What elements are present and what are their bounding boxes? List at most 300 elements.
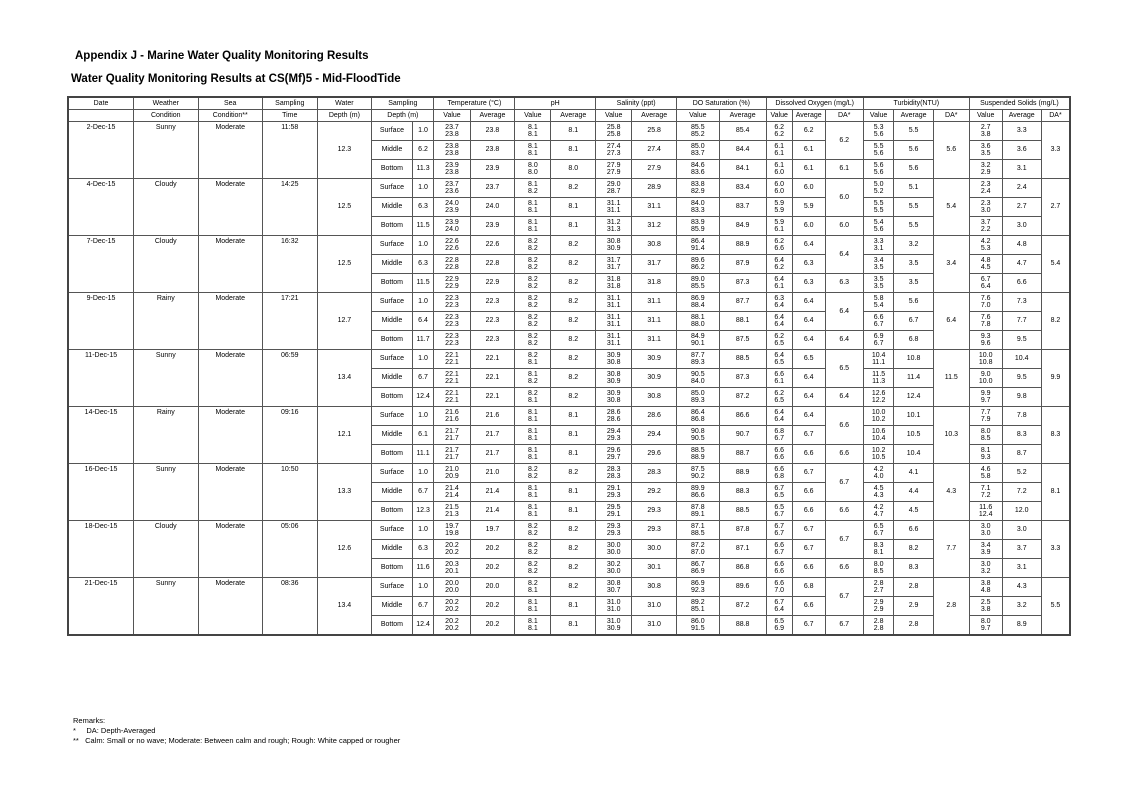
reading-value: 6.5 bbox=[774, 503, 785, 511]
temperature-average: 24.0 bbox=[470, 198, 515, 217]
table-row bbox=[68, 350, 1070, 369]
sampling-level-cell: Bottom bbox=[372, 274, 412, 293]
reading-value: 85.5 bbox=[691, 123, 705, 131]
reading-value: 6.6 bbox=[774, 568, 785, 575]
sampling-time-cell: 11:58 bbox=[262, 122, 317, 179]
suspended-solids-average: 6.6 bbox=[1002, 274, 1041, 293]
reading-value: 22.3 bbox=[445, 321, 459, 328]
reading-value: 8.2 bbox=[527, 313, 538, 321]
reading-value: 5.4 bbox=[873, 302, 884, 309]
suspended-solids-average: 3.1 bbox=[1002, 559, 1041, 578]
dissolved-oxygen-values bbox=[766, 464, 792, 483]
reading-value: 29.5 bbox=[606, 503, 621, 511]
ph-average: 8.2 bbox=[551, 350, 596, 369]
reading-value: 8.1 bbox=[527, 454, 538, 461]
reading-value: 8.2 bbox=[527, 188, 538, 195]
dissolved-oxygen-values bbox=[766, 540, 792, 559]
temperature-values bbox=[434, 217, 470, 236]
water-depth-cell: 12.5 bbox=[317, 179, 372, 236]
reading-value: 8.2 bbox=[527, 473, 538, 480]
do-saturation-average: 88.8 bbox=[719, 616, 766, 636]
reading-value: 31.1 bbox=[606, 340, 621, 347]
reading-value: 10.4 bbox=[871, 351, 886, 359]
reading-value: 6.4 bbox=[774, 408, 785, 416]
dissolved-oxygen-values bbox=[766, 274, 792, 293]
temperature-average: 19.7 bbox=[470, 521, 515, 540]
col-sampling-depth: Sampling bbox=[372, 97, 434, 110]
temperature-average: 23.8 bbox=[470, 141, 515, 160]
subcol-average: Average bbox=[894, 110, 933, 122]
suspended-solids-average: 3.7 bbox=[1002, 540, 1041, 559]
subcol-value: Value bbox=[434, 110, 470, 122]
turbidity-values bbox=[863, 502, 894, 521]
sampling-depth-cell: 1.0 bbox=[412, 179, 434, 198]
reading-value: 31.1 bbox=[606, 207, 621, 214]
sampling-level-cell: Surface bbox=[372, 464, 412, 483]
do-saturation-values bbox=[677, 426, 720, 445]
salinity-values bbox=[596, 179, 632, 198]
dissolved-oxygen-values bbox=[766, 160, 792, 179]
suspended-solids-values bbox=[969, 293, 1002, 312]
col-do-saturation: DO Saturation (%) bbox=[677, 97, 767, 110]
ph-values bbox=[515, 597, 551, 616]
reading-value: 6.5 bbox=[774, 359, 785, 366]
reading-value: 24.0 bbox=[445, 226, 459, 233]
reading-value: 8.2 bbox=[527, 465, 538, 473]
dissolved-oxygen-values bbox=[766, 597, 792, 616]
turbidity-values bbox=[863, 141, 894, 160]
reading-value: 23.6 bbox=[445, 188, 459, 195]
reading-value: 22.1 bbox=[445, 370, 459, 378]
reading-value: 6.6 bbox=[774, 579, 785, 587]
water-depth-cell: 12.1 bbox=[317, 407, 372, 464]
do-saturation-values bbox=[677, 540, 720, 559]
suspended-solids-average: 3.6 bbox=[1002, 141, 1041, 160]
reading-value: 10.5 bbox=[871, 454, 886, 461]
temperature-values bbox=[434, 331, 470, 350]
date-cell: 14-Dec-15 bbox=[68, 407, 134, 464]
turbidity-values bbox=[863, 540, 894, 559]
salinity-average: 30.9 bbox=[632, 350, 677, 369]
reading-value: 29.7 bbox=[606, 454, 621, 461]
reading-value: 6.3 bbox=[774, 294, 785, 302]
do-saturation-average: 90.7 bbox=[719, 426, 766, 445]
turbidity-da: 7.7 bbox=[933, 521, 969, 578]
do-saturation-average: 89.6 bbox=[719, 578, 766, 597]
do-saturation-values bbox=[677, 521, 720, 540]
reading-value: 2.8 bbox=[873, 625, 884, 632]
reading-value: 8.3 bbox=[873, 541, 884, 549]
reading-value: 8.1 bbox=[527, 446, 538, 454]
reading-value: 6.6 bbox=[774, 465, 785, 473]
sampling-depth-cell: 12.4 bbox=[412, 616, 434, 636]
reading-value: 3.5 bbox=[873, 264, 884, 271]
reading-value: 31.8 bbox=[606, 283, 621, 290]
turbidity-da: 3.4 bbox=[933, 236, 969, 293]
do-saturation-average: 88.3 bbox=[719, 483, 766, 502]
sampling-level-cell: Bottom bbox=[372, 559, 412, 578]
reading-value: 89.6 bbox=[691, 256, 705, 264]
sampling-level-cell: Surface bbox=[372, 521, 412, 540]
dissolved-oxygen-average: 6.7 bbox=[792, 540, 825, 559]
ph-values bbox=[515, 350, 551, 369]
reading-value: 83.3 bbox=[691, 207, 705, 214]
reading-value: 20.2 bbox=[445, 625, 459, 632]
salinity-average: 31.1 bbox=[632, 331, 677, 350]
reading-value: 8.2 bbox=[527, 256, 538, 264]
reading-value: 8.0 bbox=[873, 560, 884, 568]
reading-value: 2.7 bbox=[980, 123, 991, 131]
subcol-average: Average bbox=[470, 110, 515, 122]
reading-value: 8.2 bbox=[527, 568, 538, 575]
reading-value: 90.1 bbox=[691, 340, 705, 347]
reading-value: 31.8 bbox=[606, 275, 621, 283]
reading-value: 8.2 bbox=[527, 560, 538, 568]
reading-value: 21.5 bbox=[445, 503, 459, 511]
reading-value: 5.3 bbox=[980, 245, 991, 252]
dissolved-oxygen-average: 6.3 bbox=[792, 274, 825, 293]
do-saturation-average: 88.7 bbox=[719, 445, 766, 464]
turbidity-average: 8.2 bbox=[894, 540, 933, 559]
do-saturation-values bbox=[677, 312, 720, 331]
reading-value: 6.2 bbox=[774, 389, 785, 397]
col-temperature: Temperature (°C) bbox=[434, 97, 515, 110]
reading-value: 20.0 bbox=[445, 579, 459, 587]
reading-value: 90.8 bbox=[691, 427, 705, 435]
reading-value: 31.1 bbox=[606, 313, 621, 321]
reading-value: 6.6 bbox=[873, 313, 884, 321]
temperature-values bbox=[434, 540, 470, 559]
turbidity-average: 4.4 bbox=[894, 483, 933, 502]
reading-value: 24.0 bbox=[445, 199, 459, 207]
temperature-values bbox=[434, 464, 470, 483]
dissolved-oxygen-average: 6.7 bbox=[792, 426, 825, 445]
reading-value: 3.2 bbox=[980, 161, 991, 169]
reading-value: 3.5 bbox=[873, 283, 884, 290]
suspended-solids-average: 3.3 bbox=[1002, 122, 1041, 141]
ph-average: 8.1 bbox=[551, 616, 596, 636]
suspended-solids-values bbox=[969, 236, 1002, 255]
reading-value: 22.1 bbox=[445, 397, 459, 404]
sampling-level-cell: Bottom bbox=[372, 616, 412, 636]
sampling-time-cell: 17:21 bbox=[262, 293, 317, 350]
reading-value: 8.2 bbox=[527, 332, 538, 340]
reading-value: 2.7 bbox=[873, 587, 884, 594]
do-saturation-average: 84.9 bbox=[719, 217, 766, 236]
reading-value: 31.1 bbox=[606, 294, 621, 302]
suspended-solids-values bbox=[969, 255, 1002, 274]
col-ph: pH bbox=[515, 97, 596, 110]
suspended-solids-average: 8.3 bbox=[1002, 426, 1041, 445]
reading-value: 21.7 bbox=[445, 435, 459, 442]
temperature-values bbox=[434, 388, 470, 407]
salinity-values bbox=[596, 236, 632, 255]
turbidity-average: 5.6 bbox=[894, 160, 933, 179]
reading-value: 8.1 bbox=[527, 123, 538, 131]
sampling-depth-cell: 1.0 bbox=[412, 293, 434, 312]
dissolved-oxygen-average: 6.4 bbox=[792, 236, 825, 255]
reading-value: 7.2 bbox=[980, 492, 991, 499]
temperature-values bbox=[434, 350, 470, 369]
reading-value: 22.1 bbox=[445, 359, 459, 366]
turbidity-values bbox=[863, 616, 894, 636]
reading-value: 8.2 bbox=[527, 351, 538, 359]
suspended-solids-values bbox=[969, 141, 1002, 160]
remarks-heading: Remarks: bbox=[73, 716, 106, 725]
do-saturation-values bbox=[677, 293, 720, 312]
turbidity-values bbox=[863, 255, 894, 274]
temperature-values bbox=[434, 293, 470, 312]
turbidity-average: 5.5 bbox=[894, 122, 933, 141]
dissolved-oxygen-values bbox=[766, 616, 792, 636]
reading-value: 6.1 bbox=[774, 142, 785, 150]
reading-value: 86.7 bbox=[691, 560, 705, 568]
reading-value: 6.6 bbox=[774, 454, 785, 461]
reading-value: 3.8 bbox=[980, 606, 991, 613]
col-suspended-solids: Suspended Solids (mg/L) bbox=[969, 97, 1070, 110]
weather-cell: Sunny bbox=[134, 578, 198, 636]
subcol-sampling-depth: Depth (m) bbox=[372, 110, 434, 122]
suspended-solids-average: 12.0 bbox=[1002, 502, 1041, 521]
dissolved-oxygen-average: 6.6 bbox=[792, 597, 825, 616]
reading-value: 8.1 bbox=[527, 625, 538, 632]
reading-value: 8.0 bbox=[980, 427, 991, 435]
reading-value: 27.9 bbox=[606, 169, 621, 176]
reading-value: 30.8 bbox=[606, 370, 621, 378]
sampling-level-cell: Middle bbox=[372, 141, 412, 160]
reading-value: 6.7 bbox=[873, 530, 884, 537]
reading-value: 11.1 bbox=[872, 359, 886, 366]
turbidity-average: 6.7 bbox=[894, 312, 933, 331]
reading-value: 30.9 bbox=[606, 245, 621, 252]
suspended-solids-average: 7.7 bbox=[1002, 312, 1041, 331]
ph-average: 8.1 bbox=[551, 198, 596, 217]
do-saturation-values bbox=[677, 407, 720, 426]
sampling-depth-cell: 6.3 bbox=[412, 198, 434, 217]
ph-values bbox=[515, 369, 551, 388]
temperature-average: 22.9 bbox=[470, 274, 515, 293]
reading-value: 4.2 bbox=[873, 503, 884, 511]
reading-value: 12.6 bbox=[871, 389, 886, 397]
turbidity-average: 3.5 bbox=[894, 274, 933, 293]
sampling-level-cell: Middle bbox=[372, 312, 412, 331]
subcol-blank bbox=[68, 110, 134, 122]
dissolved-oxygen-da: 6.5 bbox=[825, 350, 863, 388]
reading-value: 29.1 bbox=[606, 484, 621, 492]
dissolved-oxygen-values bbox=[766, 141, 792, 160]
reading-value: 3.6 bbox=[980, 142, 991, 150]
suspended-solids-average: 10.4 bbox=[1002, 350, 1041, 369]
reading-value: 3.2 bbox=[980, 568, 991, 575]
weather-cell: Sunny bbox=[134, 122, 198, 179]
sampling-level-cell: Surface bbox=[372, 407, 412, 426]
reading-value: 30.2 bbox=[606, 560, 621, 568]
turbidity-values bbox=[863, 331, 894, 350]
reading-value: 84.9 bbox=[691, 332, 705, 340]
water-depth-cell: 12.3 bbox=[317, 122, 372, 179]
ph-average: 8.2 bbox=[551, 369, 596, 388]
subcol-average: Average bbox=[1002, 110, 1041, 122]
reading-value: 8.2 bbox=[527, 522, 538, 530]
suspended-solids-da: 8.2 bbox=[1041, 293, 1070, 350]
reading-value: 3.3 bbox=[873, 237, 884, 245]
ph-average: 8.2 bbox=[551, 312, 596, 331]
ph-values bbox=[515, 502, 551, 521]
turbidity-values bbox=[863, 407, 894, 426]
reading-value: 10.2 bbox=[871, 416, 886, 423]
temperature-average: 22.3 bbox=[470, 312, 515, 331]
salinity-average: 30.0 bbox=[632, 540, 677, 559]
dissolved-oxygen-bottom-da: 6.4 bbox=[825, 388, 863, 407]
reading-value: 8.2 bbox=[527, 378, 538, 385]
reading-value: 4.8 bbox=[980, 256, 991, 264]
table-body bbox=[68, 122, 1070, 636]
reading-value: 6.2 bbox=[774, 332, 785, 340]
sampling-depth-cell: 11.7 bbox=[412, 331, 434, 350]
dissolved-oxygen-average: 6.8 bbox=[792, 578, 825, 597]
reading-value: 6.6 bbox=[774, 370, 785, 378]
reading-value: 8.1 bbox=[527, 484, 538, 492]
subcol-average: Average bbox=[792, 110, 825, 122]
reading-value: 84.0 bbox=[691, 199, 705, 207]
temperature-values bbox=[434, 407, 470, 426]
subcol-value: Value bbox=[596, 110, 632, 122]
turbidity-average: 3.5 bbox=[894, 255, 933, 274]
reading-value: 27.3 bbox=[606, 150, 621, 157]
suspended-solids-average: 5.2 bbox=[1002, 464, 1041, 483]
remarks-line-da: * DA: Depth-Averaged bbox=[73, 726, 156, 735]
ph-values bbox=[515, 255, 551, 274]
subcol-condition: Condition bbox=[134, 110, 198, 122]
temperature-average: 20.0 bbox=[470, 578, 515, 597]
suspended-solids-values bbox=[969, 369, 1002, 388]
reading-value: 86.9 bbox=[691, 294, 705, 302]
reading-value: 8.5 bbox=[980, 435, 991, 442]
reading-value: 21.7 bbox=[445, 454, 459, 461]
reading-value: 7.7 bbox=[980, 408, 991, 416]
dissolved-oxygen-bottom-da: 6.6 bbox=[825, 502, 863, 521]
table-title: Water Quality Monitoring Results at CS(Mf)5 - Mid-FloodTide bbox=[71, 73, 401, 85]
reading-value: 29.3 bbox=[606, 522, 621, 530]
reading-value: 20.2 bbox=[445, 606, 459, 613]
reading-value: 6.6 bbox=[774, 560, 785, 568]
ph-average: 8.1 bbox=[551, 597, 596, 616]
temperature-average: 23.9 bbox=[470, 160, 515, 179]
salinity-average: 27.9 bbox=[632, 160, 677, 179]
turbidity-values bbox=[863, 426, 894, 445]
reading-value: 31.0 bbox=[606, 598, 621, 606]
do-saturation-values bbox=[677, 217, 720, 236]
reading-value: 83.6 bbox=[691, 169, 705, 176]
ph-values bbox=[515, 388, 551, 407]
water-depth-cell: 12.7 bbox=[317, 293, 372, 350]
turbidity-values bbox=[863, 293, 894, 312]
reading-value: 5.0 bbox=[873, 180, 884, 188]
reading-value: 6.4 bbox=[774, 256, 785, 264]
reading-value: 4.6 bbox=[980, 465, 991, 473]
reading-value: 22.3 bbox=[445, 332, 459, 340]
reading-value: 6.5 bbox=[774, 397, 785, 404]
temperature-values bbox=[434, 502, 470, 521]
dissolved-oxygen-average: 6.4 bbox=[792, 331, 825, 350]
sampling-level-cell: Surface bbox=[372, 122, 412, 141]
table-row bbox=[68, 293, 1070, 312]
salinity-average: 31.1 bbox=[632, 312, 677, 331]
do-saturation-values bbox=[677, 331, 720, 350]
reading-value: 22.6 bbox=[445, 237, 459, 245]
reading-value: 21.4 bbox=[445, 484, 459, 492]
reading-value: 83.7 bbox=[691, 150, 705, 157]
salinity-values bbox=[596, 217, 632, 236]
sampling-depth-cell: 1.0 bbox=[412, 350, 434, 369]
reading-value: 27.4 bbox=[606, 142, 621, 150]
dissolved-oxygen-values bbox=[766, 312, 792, 331]
turbidity-average: 5.6 bbox=[894, 141, 933, 160]
reading-value: 19.8 bbox=[445, 530, 459, 537]
salinity-values bbox=[596, 445, 632, 464]
reading-value: 8.2 bbox=[527, 579, 538, 587]
turbidity-values bbox=[863, 217, 894, 236]
turbidity-average: 5.6 bbox=[894, 293, 933, 312]
turbidity-average: 2.9 bbox=[894, 597, 933, 616]
reading-value: 87.7 bbox=[691, 351, 705, 359]
reading-value: 5.6 bbox=[873, 131, 884, 138]
reading-value: 7.0 bbox=[774, 587, 785, 594]
do-saturation-values bbox=[677, 578, 720, 597]
reading-value: 5.6 bbox=[873, 169, 884, 176]
reading-value: 11.5 bbox=[872, 370, 886, 378]
do-saturation-average: 83.7 bbox=[719, 198, 766, 217]
ph-average: 8.1 bbox=[551, 502, 596, 521]
suspended-solids-average: 7.2 bbox=[1002, 483, 1041, 502]
ph-average: 8.1 bbox=[551, 445, 596, 464]
reading-value: 88.0 bbox=[691, 321, 705, 328]
sampling-level-cell: Bottom bbox=[372, 217, 412, 236]
temperature-average: 20.2 bbox=[470, 559, 515, 578]
reading-value: 31.0 bbox=[606, 606, 621, 613]
reading-value: 8.1 bbox=[527, 435, 538, 442]
suspended-solids-da: 5.4 bbox=[1041, 236, 1070, 293]
ph-values bbox=[515, 274, 551, 293]
turbidity-values bbox=[863, 312, 894, 331]
ph-average: 8.1 bbox=[551, 217, 596, 236]
salinity-values bbox=[596, 521, 632, 540]
suspended-solids-values bbox=[969, 179, 1002, 198]
dissolved-oxygen-values bbox=[766, 407, 792, 426]
do-saturation-average: 86.6 bbox=[719, 407, 766, 426]
reading-value: 30.9 bbox=[606, 389, 621, 397]
reading-value: 3.4 bbox=[980, 541, 991, 549]
reading-value: 3.9 bbox=[980, 549, 991, 556]
reading-value: 8.1 bbox=[527, 150, 538, 157]
salinity-values bbox=[596, 293, 632, 312]
reading-value: 82.9 bbox=[691, 188, 705, 195]
reading-value: 29.4 bbox=[606, 427, 621, 435]
suspended-solids-values bbox=[969, 597, 1002, 616]
reading-value: 6.7 bbox=[980, 275, 991, 283]
reading-value: 28.6 bbox=[606, 416, 621, 423]
table-row bbox=[68, 407, 1070, 426]
salinity-values bbox=[596, 141, 632, 160]
salinity-values bbox=[596, 369, 632, 388]
dissolved-oxygen-values bbox=[766, 559, 792, 578]
subcol-da: DA* bbox=[933, 110, 969, 122]
date-cell: 4-Dec-15 bbox=[68, 179, 134, 236]
turbidity-average: 5.5 bbox=[894, 198, 933, 217]
suspended-solids-average: 3.0 bbox=[1002, 521, 1041, 540]
turbidity-values bbox=[863, 350, 894, 369]
subcol-da: DA* bbox=[825, 110, 863, 122]
